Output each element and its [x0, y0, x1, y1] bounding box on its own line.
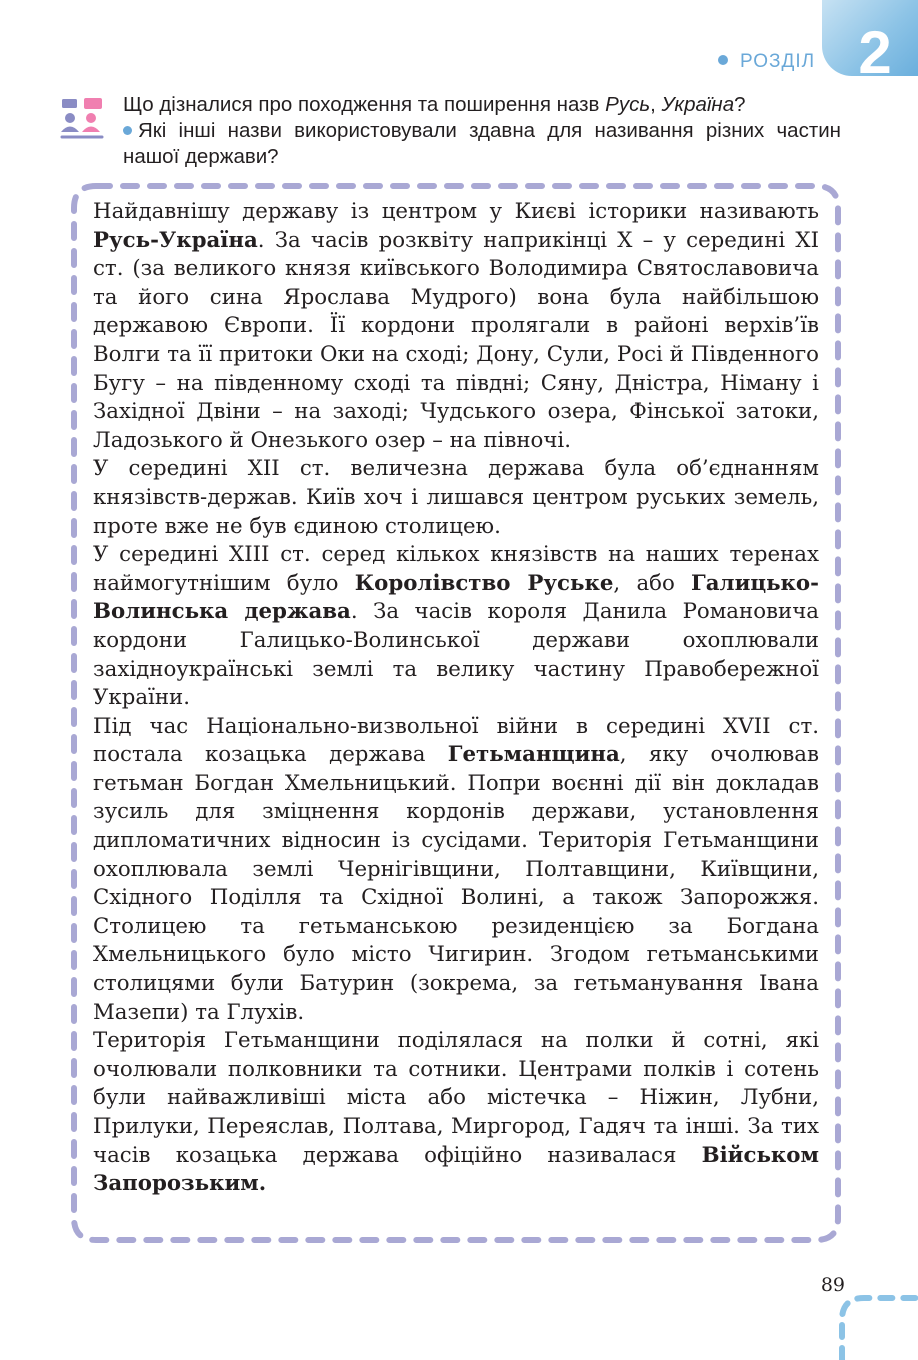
term-ukraina: Україна: [661, 93, 735, 116]
discussion-people-icon: [60, 96, 106, 140]
section-number: 2: [858, 19, 892, 86]
bullet-dot-icon: [123, 126, 132, 135]
paragraph-korolivstvo: У середині XIII ст. серед кількох князівств на наших теренах наймогутнішим було Королівство Руське, або Галицько-Волинська держава. За часів короля Данила Романовича кордони Галицько-Волинської держави охоплювали західноукраїнські землі та велику частину Правобережної України.: [93, 542, 819, 711]
main-text: [93, 198, 819, 1199]
question-2: Які інші назви використовували здавна для називання різних частин нашої держави?: [123, 119, 841, 168]
bullet-dot-icon: [718, 55, 728, 65]
question-1: Що дізналися про походження та поширення назв Русь, Україна?: [123, 93, 746, 116]
section-label-text: РОЗДІЛ: [740, 51, 816, 72]
paragraph-rus-ukraina: Найдавнішу державу із центром у Києві історики називають Русь-Україна. За часів розквіту наприкінці X – у середині XI ст. (за великого князя київського Володимира Святославовича та його сина Ярослава Мудрого) вона була найбільшою державою Європи. Її кордони пролягали в районі верхів’їв Волги та її притоки Оки на сході; Дону, Сули, Росі й Південного Бугу – на південному сході та півдні; Сяну, Дністра, Німану і Західної Двіни – на заході; Чудського озера, Фінської затоки, Ладозького й Онезького озер – на півночі.: [93, 199, 819, 453]
term-rus: Русь: [605, 93, 651, 116]
paragraph-hetmanshchyna: Під час Національно-визвольної війни в середині XVII ст. постала козацька держава Гетьманщина, яку очолював гетьман Богдан Хмельницький. Попри воєнні дії він докладав зусиль для зміцнення кордонів держави, установлення дипломатичних відносин із сусідами. Територія Гетьманщини охоплювала землі Чернігівщини, Полтавщини, Київщини, Східного Поділля та Східної Волині, а також Запорожжя. Столицею та гетьманською резиденцією за Богдана Хмельницького було місто Чигирин. Згодом гетьманськими столицями були Батурин (зокрема, за гетьманування Івана Мазепи) та Глухів.: [93, 713, 819, 1025]
section-label: [718, 48, 815, 76]
corner-decoration: [830, 1284, 918, 1360]
term-rus-ukraina: Русь-Україна: [93, 227, 258, 253]
lesson-questions: [123, 92, 841, 170]
paragraph-xii-century: У середині XII ст. величезна держава була об’єднанням князівств-держав. Київ хоч і лишався центром руських земель, проте вже не був єдиною столицею.: [93, 456, 819, 539]
term-halytsko-volynska: Галицько-Волинська держава: [93, 570, 819, 625]
paragraph-polky-sotni: Територія Гетьманщини поділялася на полки й сотні, які очолювали полковники та сотники. Центрами полків і сотень були найважливіші міста або містечка – Ніжин, Лубни, Прилуки, Переяслав, Полтава, Миргород, Гадяч та інші. За тих часів козацька держава офіційно називалася Військом Запорозьким.: [93, 1028, 819, 1197]
term-korolivstvo-ruske: Королівство Руське: [354, 570, 614, 596]
term-viisko-zaporozke: Військом Запорозьким.: [93, 1142, 819, 1197]
page-number: 89: [820, 1274, 845, 1296]
term-hetmanshchyna: Гетьманщина: [447, 742, 620, 768]
